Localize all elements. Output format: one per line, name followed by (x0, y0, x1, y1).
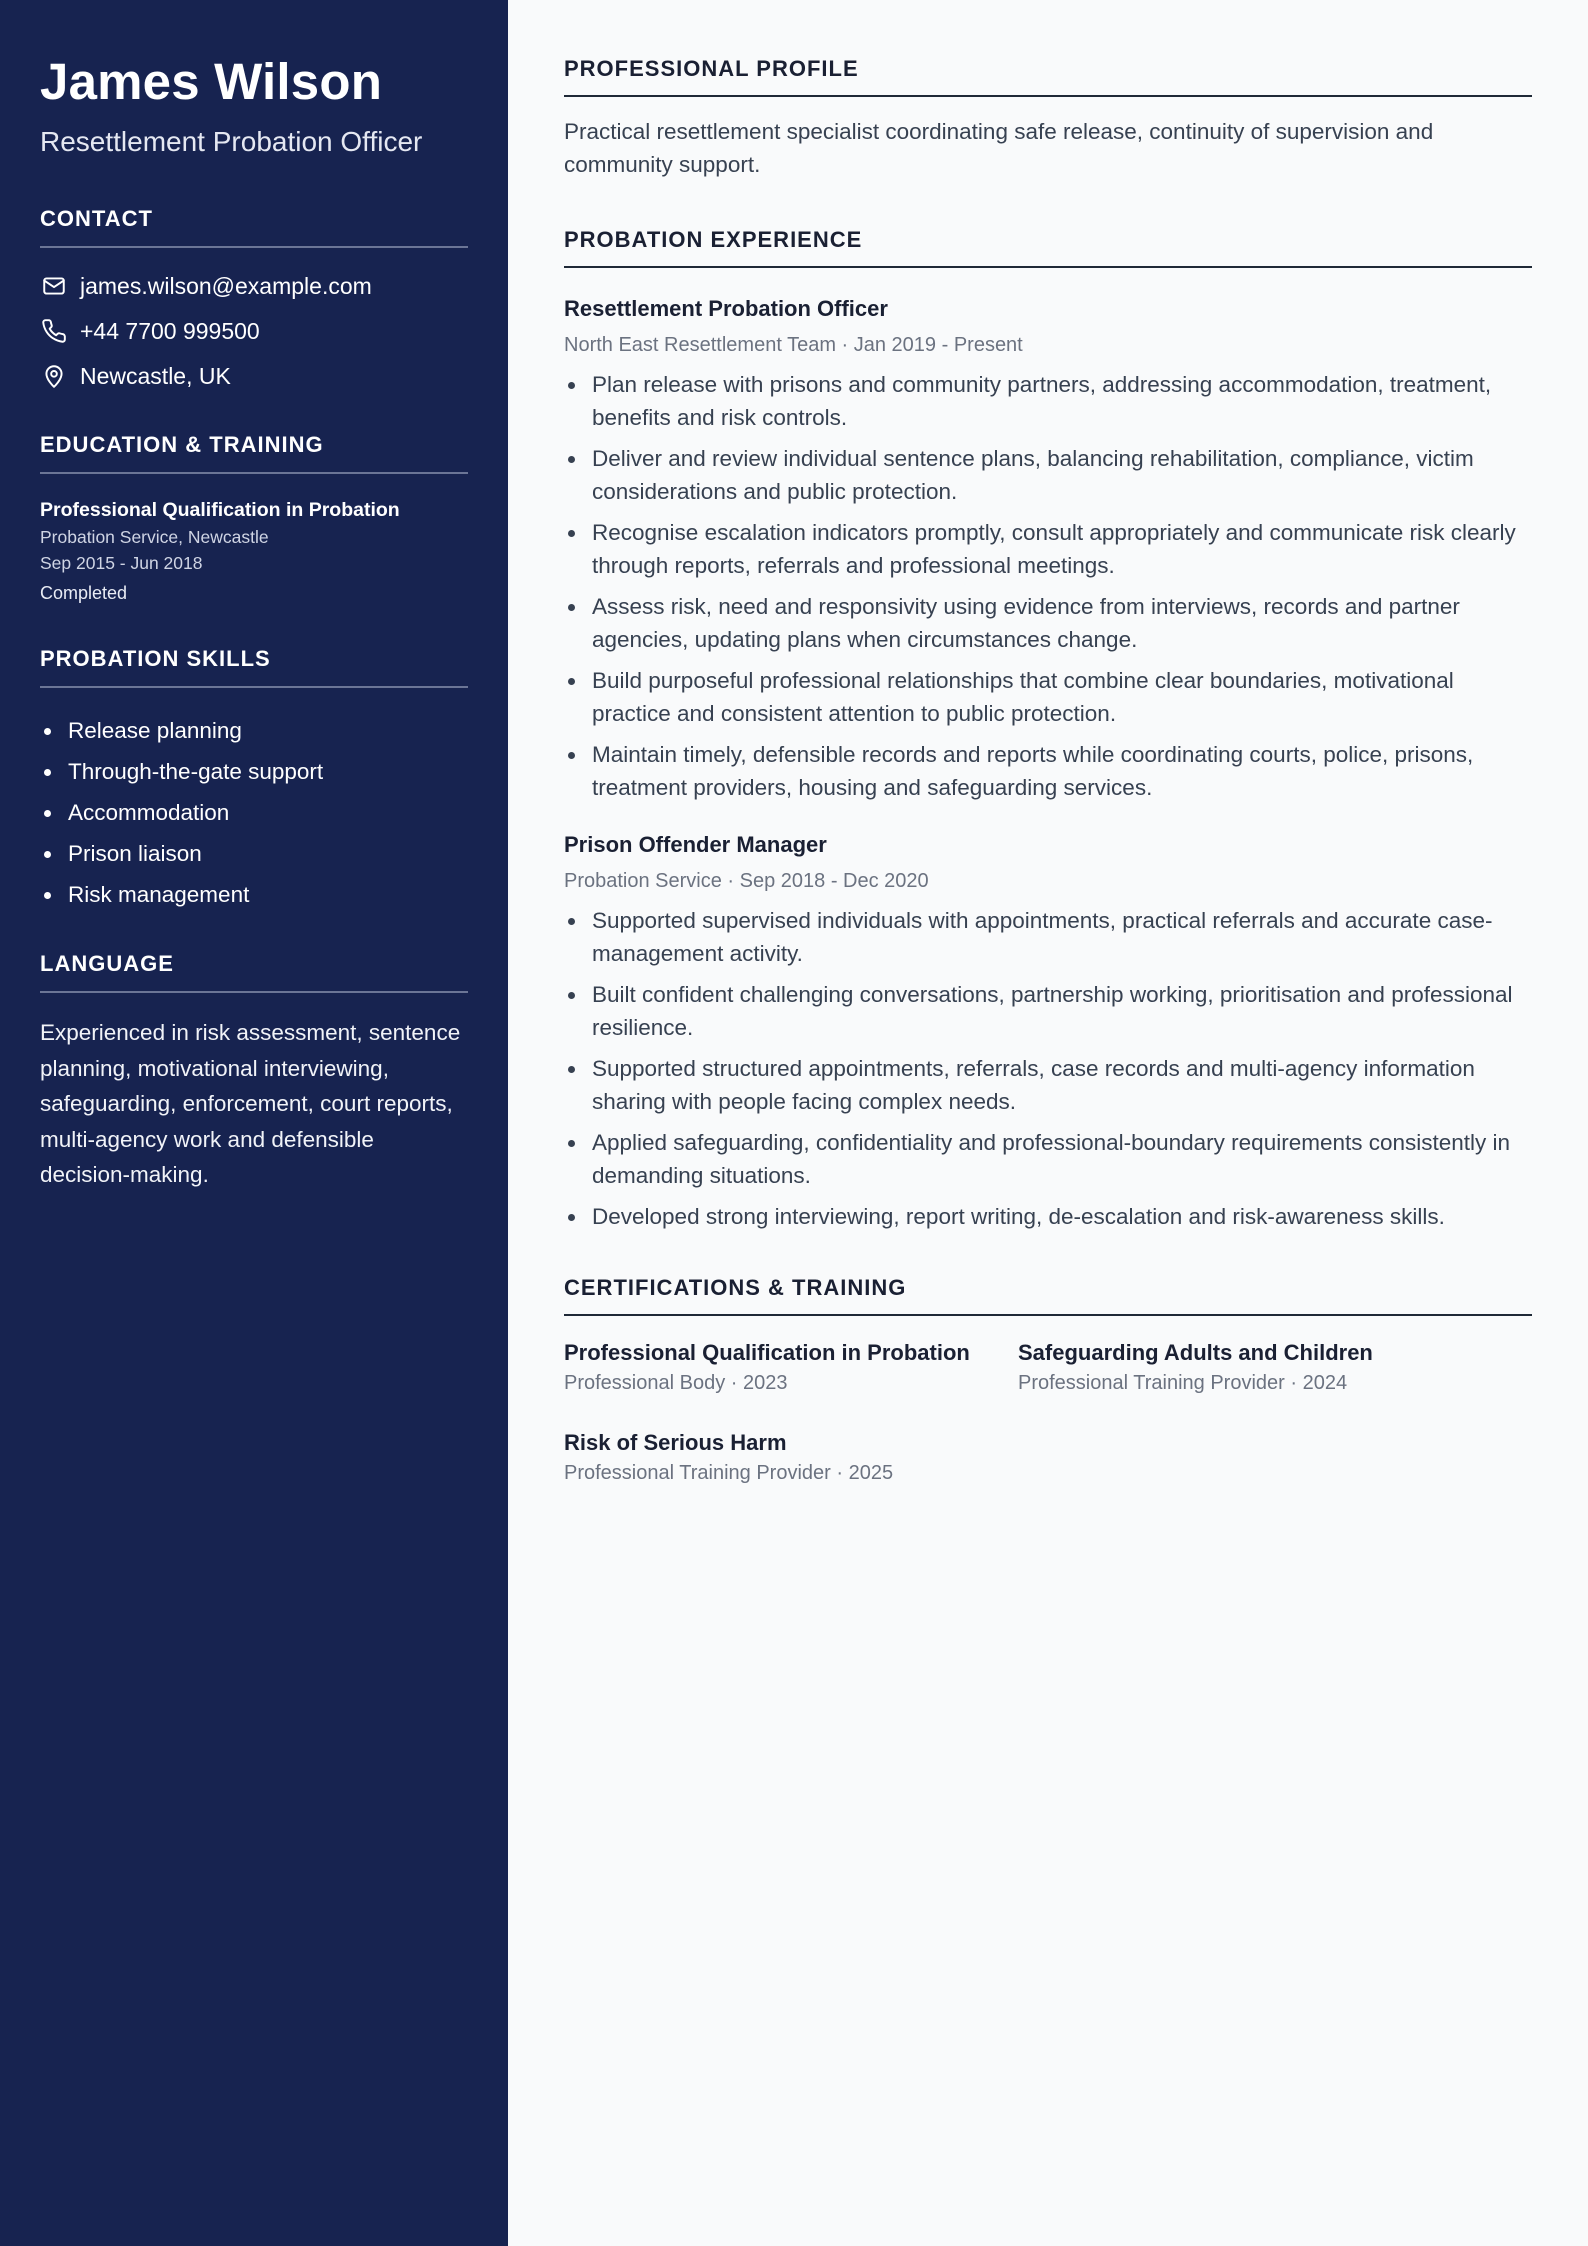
job-bullet: Deliver and review individual sentence plans, balancing rehabilitation, compliance, victim considerations and public protection. (564, 442, 1532, 508)
contact-location-text: Newcastle, UK (80, 362, 231, 389)
job-bullet: Maintain timely, defensible records and reports while coordinating courts, police, prisons, treatment providers, housing and safeguarding services. (564, 738, 1532, 804)
contact-email-text: james.wilson@example.com (80, 272, 372, 299)
certification-title: Safeguarding Adults and Children (1018, 1340, 1373, 1365)
job-bullet: Developed strong interviewing, report writing, de-escalation and risk-awareness skills. (564, 1200, 1532, 1233)
language-heading: LANGUAGE (40, 951, 468, 993)
job-bullet: Plan release with prisons and community partners, addressing accommodation, treatment, benefits and risk controls. (564, 368, 1532, 434)
job-title: Prison Offender Manager (564, 832, 827, 857)
job-entry (564, 830, 1532, 1233)
job-meta: North East Resettlement Team · Jan 2019 - Present (564, 334, 1023, 356)
main-content (508, 0, 1588, 2246)
education-title: Professional Qualification in Probation (40, 499, 400, 521)
certification-meta: Professional Training Provider · 2024 (1018, 1372, 1348, 1394)
job-bullets (564, 904, 1532, 1233)
language-text: Experienced in risk assessment, sentence planning, motivational interviewing, safeguarding, enforcement, court reports, multi-agency work and defensible decision-making. (40, 1020, 461, 1187)
job-bullet: Supported structured appointments, referrals, case records and multi-agency information sharing with people facing complex needs. (564, 1052, 1532, 1118)
job-bullet: Build purposeful professional relationships that combine clear boundaries, motivational practice and consistent attention to public protection. (564, 664, 1532, 730)
certification-item (564, 1428, 1018, 1488)
contact-phone-text: +44 7700 999500 (80, 317, 260, 344)
education-entry (40, 496, 468, 606)
sidebar (0, 0, 508, 2246)
certification-item (1018, 1338, 1472, 1398)
certification-title: Risk of Serious Harm (564, 1430, 787, 1455)
skills-list (40, 710, 468, 915)
education-heading: EDUCATION & TRAINING (40, 432, 468, 474)
certifications-heading: CERTIFICATIONS & TRAINING (564, 1275, 1532, 1316)
location-icon (40, 362, 68, 390)
certifications-grid (564, 1338, 1532, 1518)
job-bullets (564, 368, 1532, 804)
certification-item (564, 1338, 1018, 1398)
job-meta: Probation Service · Sep 2018 - Dec 2020 (564, 870, 929, 892)
job-bullet: Applied safeguarding, confidentiality and professional-boundary requirements consistently in demanding situations. (564, 1126, 1532, 1192)
skills-heading: PROBATION SKILLS (40, 646, 468, 688)
skill-item: Prison liaison (40, 833, 468, 874)
skill-item: Through-the-gate support (40, 751, 468, 792)
skill-item: Release planning (40, 710, 468, 751)
contact-heading: CONTACT (40, 206, 468, 248)
candidate-name: James Wilson (40, 53, 383, 110)
experience-heading: PROBATION EXPERIENCE (564, 227, 1532, 268)
job-title: Resettlement Probation Officer (564, 296, 888, 321)
skill-item: Risk management (40, 874, 468, 915)
certification-title: Professional Qualification in Probation (564, 1340, 970, 1365)
job-entry (564, 294, 1532, 804)
contact-phone[interactable] (40, 315, 468, 347)
profile-heading: PROFESSIONAL PROFILE (564, 56, 1532, 97)
phone-icon (40, 317, 68, 345)
skill-item: Accommodation (40, 792, 468, 833)
education-dates: Sep 2015 - Jun 2018 (40, 553, 203, 573)
certification-meta: Professional Training Provider · 2025 (564, 1462, 894, 1484)
certification-meta: Professional Body · 2023 (564, 1372, 788, 1394)
job-bullet: Assess risk, need and responsivity using evidence from interviews, records and partner agencies, updating plans when circumstances change. (564, 590, 1532, 656)
education-status: Completed (40, 583, 128, 603)
job-bullet: Recognise escalation indicators promptly, consult appropriately and communicate risk clearly through reports, referrals and professional meetings. (564, 516, 1532, 582)
job-bullet: Supported supervised individuals with appointments, practical referrals and accurate case-management activity. (564, 904, 1532, 970)
contact-location (40, 360, 468, 392)
contact-email[interactable] (40, 270, 468, 302)
profile-summary: Practical resettlement specialist coordinating safe release, continuity of supervision and community support. (564, 119, 1434, 177)
education-institution: Probation Service, Newcastle (40, 527, 269, 547)
job-bullet: Built confident challenging conversations, partnership working, prioritisation and professional resilience. (564, 978, 1532, 1044)
contact-list (40, 270, 468, 392)
mail-icon (40, 272, 68, 300)
candidate-role: Resettlement Probation Officer (40, 126, 423, 157)
